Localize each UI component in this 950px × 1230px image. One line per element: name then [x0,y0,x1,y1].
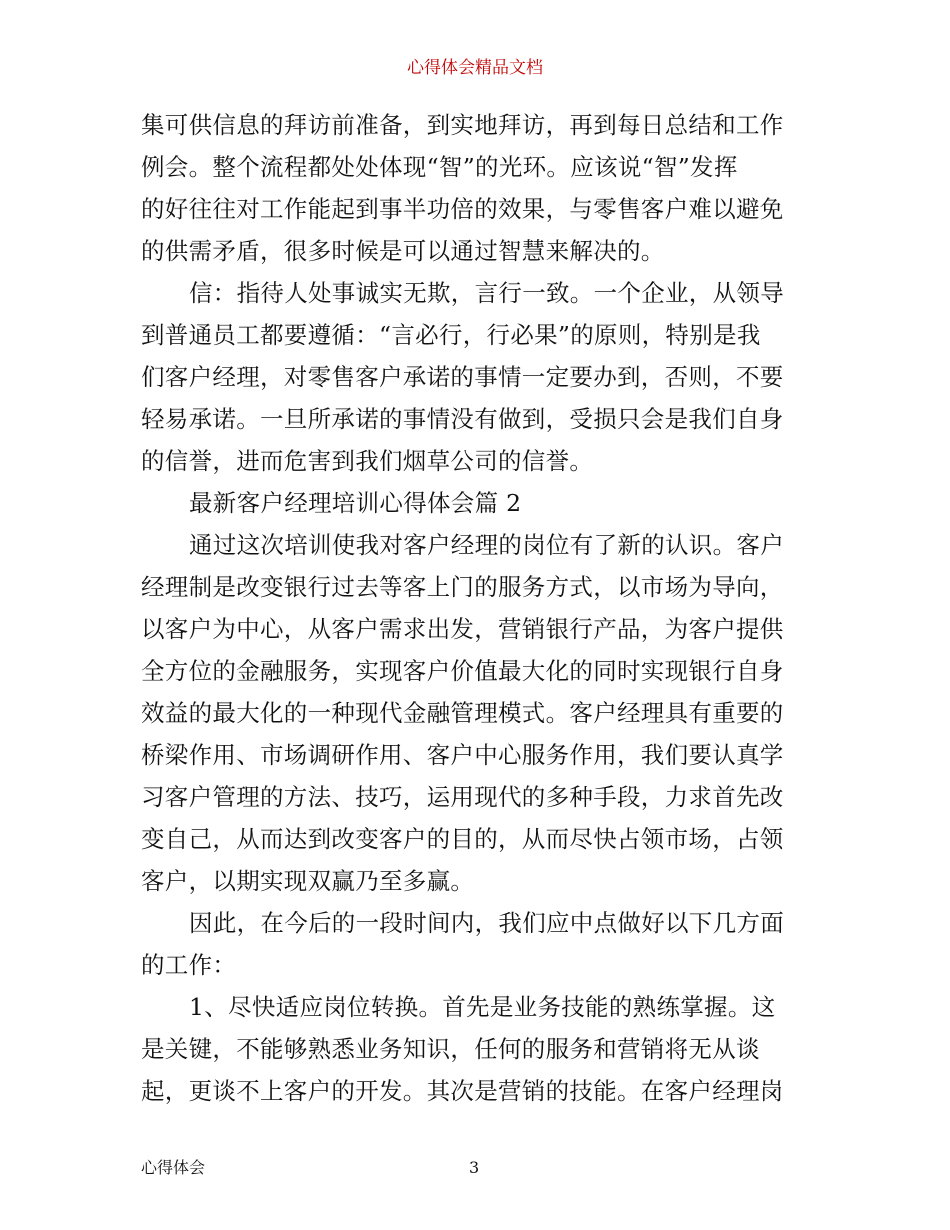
section-heading: 最新客户经理培训心得体会篇 2 [189,489,522,517]
page-number: 3 [469,1158,480,1177]
document-body [141,104,813,1112]
text-line: 全方位的金融服务，实现客户价值最大化的同时实现银行自身 [141,657,784,685]
text-line: 的供需矛盾，很多时候是可以通过智慧来解决的。 [141,237,665,265]
text-line: 以客户为中心，从客户需求出发，营销银行产品，为客户提供 [141,615,784,643]
text-line: 的好往往对工作能起到事半功倍的效果，与零售客户难以避免 [141,195,784,223]
page-footer [141,1156,813,1180]
text-line: 是关键，不能够熟悉业务知识，任何的服务和营销将无从谈 [141,1035,760,1063]
text-line: 们客户经理，对零售客户承诺的事情一定要办到，否则，不要 [141,363,784,391]
text-line: 的信誉，进而危害到我们烟草公司的信誉。 [141,447,594,475]
text-line: 经理制是改变银行过去等客上门的服务方式，以市场为导向， [141,573,784,601]
text-line: 的工作： [141,951,237,979]
text-line: 桥梁作用、市场调研作用、客户中心服务作用，我们要认真学 [141,741,784,769]
page-header-title: 心得体会精品文档 [407,58,543,78]
text-line: 变自己，从而达到改变客户的目的，从而尽快占领市场，占领 [141,825,784,853]
text-line: 例会。整个流程都处处体现“智”的光环。应该说“智”发挥 [141,153,738,181]
paragraph-start-line: 信：指待人处事诚实无欺，言行一致。一个企业，从领导 [189,279,784,307]
text-line: 起，更谈不上客户的开发。其次是营销的技能。在客户经理岗 [141,1077,784,1105]
footer-label: 心得体会 [141,1158,206,1177]
paragraph-start-line: 因此，在今后的一段时间内，我们应中点做好以下几方面 [189,909,784,937]
text-line: 集可供信息的拜访前准备，到实地拜访，再到每日总结和工作 [141,111,784,139]
text-line: 轻易承诺。一旦所承诺的事情没有做到，受损只会是我们自身 [141,405,784,433]
text-line: 到普通员工都要遵循：“言必行，行必果”的原则，特别是我 [141,321,761,349]
paragraph-start-line: 1、尽快适应岗位转换。首先是业务技能的熟练掌握。这 [189,993,776,1021]
text-line: 效益的最大化的一种现代金融管理模式。客户经理具有重要的 [141,699,784,727]
text-line: 习客户管理的方法、技巧，运用现代的多种手段，力求首先改 [141,783,784,811]
text-line: 客户，以期实现双赢乃至多赢。 [141,867,475,895]
paragraph-start-line: 通过这次培训使我对客户经理的岗位有了新的认识。客户 [189,531,784,559]
